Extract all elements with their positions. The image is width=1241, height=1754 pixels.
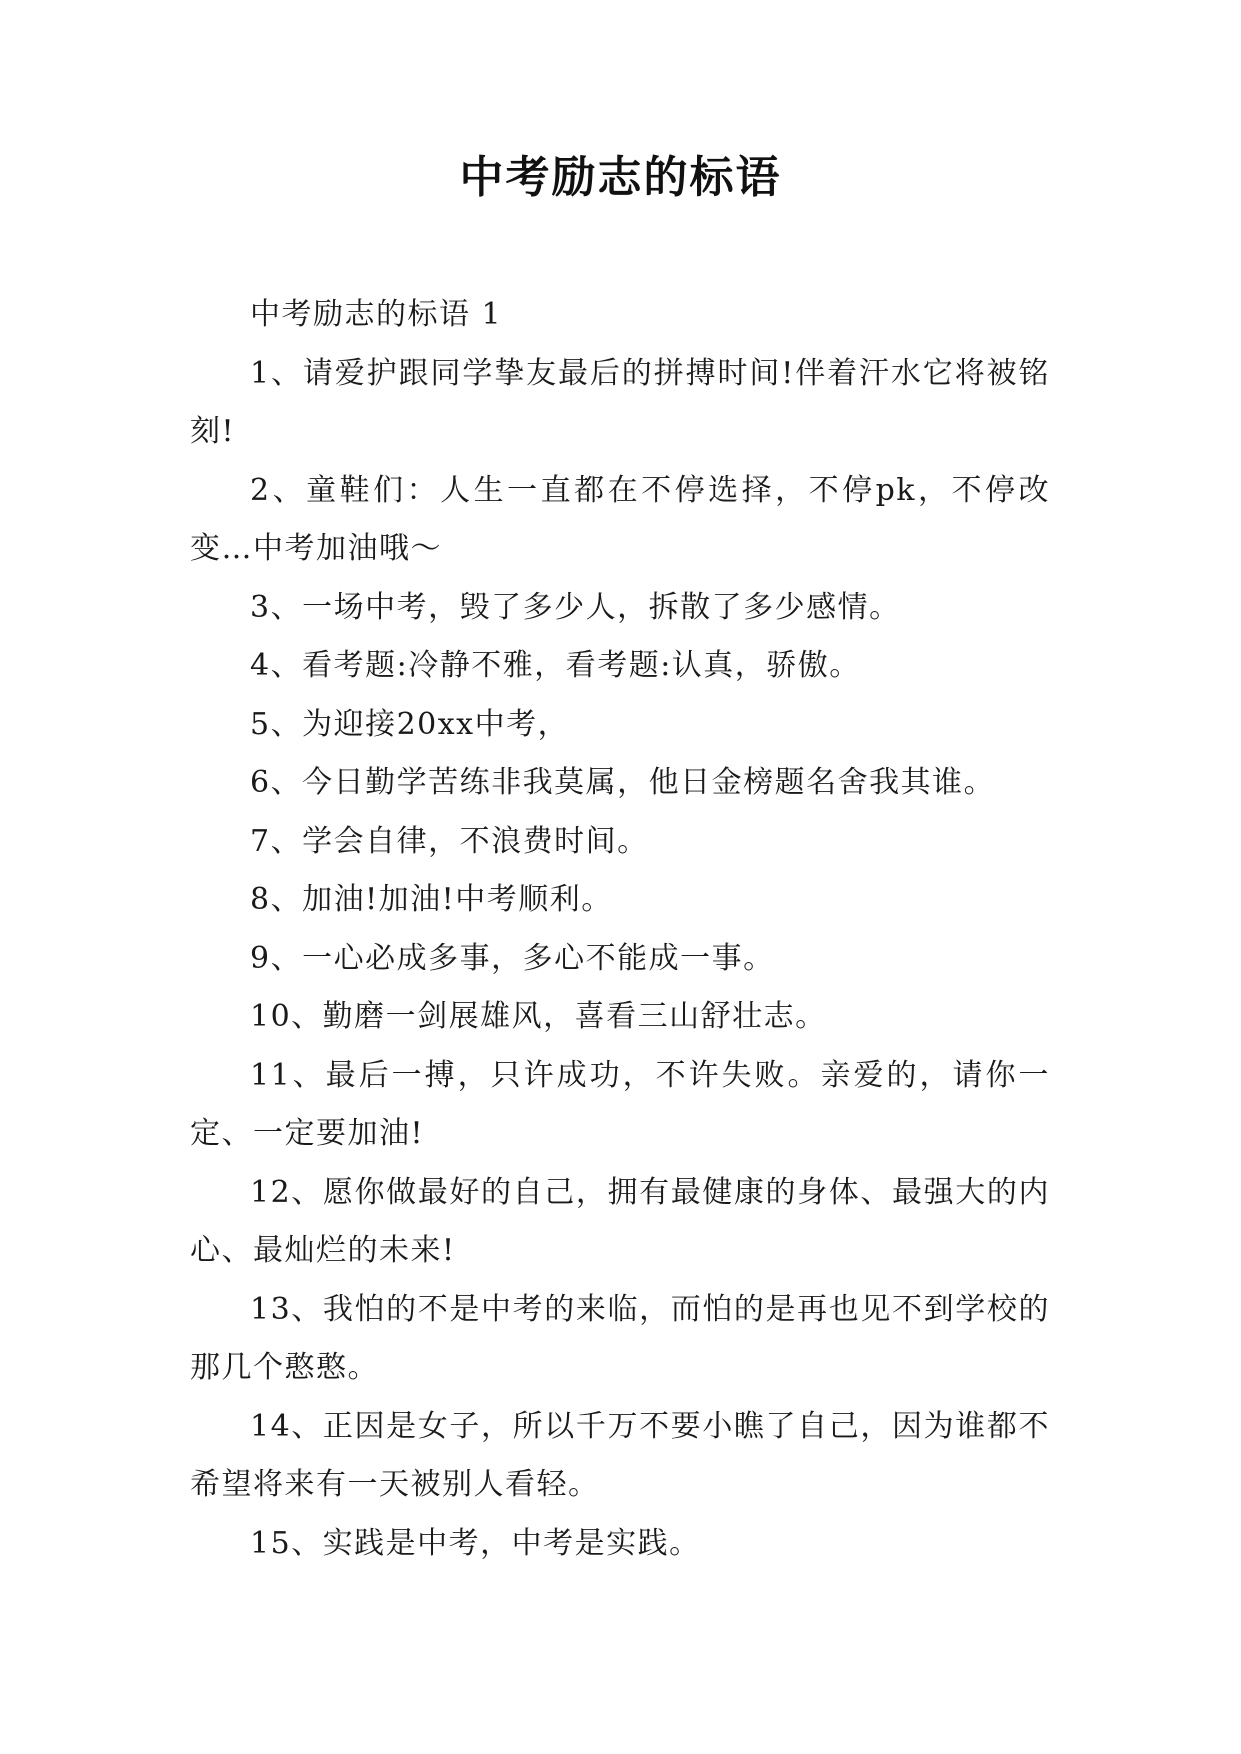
slogan-item-11: 11、最后一搏，只许成功，不许失败。亲爱的，请你一定、一定要加油! — [190, 1057, 1050, 1151]
slogan-item-9: 9、一心必成多事，多心不能成一事。 — [250, 940, 775, 976]
slogan-item-1: 1、请爱护跟同学挚友最后的拼搏时间!伴着汗水它将被铭刻! — [190, 355, 1050, 449]
slogan-item-10: 10、勤磨一剑展雄风，喜看三山舒壮志。 — [250, 999, 827, 1034]
slogan-item-2: 2、童鞋们：人生一直都在不停选择，不停pk，不停改变…中考加油哦～ — [190, 472, 1050, 566]
slogan-item-4: 4、看考题:冷静不雅，看考题:认真，骄傲。 — [250, 648, 861, 683]
slogan-item-7: 7、学会自律，不浪费时间。 — [250, 823, 649, 859]
document-title: 中考励志的标语 — [459, 152, 782, 203]
slogan-item-6: 6、今日勤学苦练非我莫属，他日金榜题名舍我其谁。 — [250, 765, 996, 800]
slogan-item-5: 5、为迎接20xx中考， — [250, 706, 570, 742]
section-heading: 中考励志的标语 1 — [250, 297, 503, 332]
slogan-item-14: 14、正因是女子，所以千万不要小瞧了自己，因为谁都不希望将来有一天被别人看轻。 — [190, 1408, 1050, 1502]
slogan-item-12: 12、愿你做最好的自己，拥有最健康的身体、最强大的内心、最灿烂的未来! — [190, 1174, 1050, 1268]
slogan-item-8: 8、加油!加油!中考顺利。 — [250, 882, 613, 917]
slogan-item-3: 3、一场中考，毁了多少人，拆散了多少感情。 — [250, 589, 901, 625]
document-body — [190, 286, 1050, 1573]
slogan-item-13: 13、我怕的不是中考的来临，而怕的是再也见不到学校的那几个憨憨。 — [190, 1291, 1050, 1385]
slogan-item-15: 15、实践是中考，中考是实践。 — [250, 1525, 701, 1561]
